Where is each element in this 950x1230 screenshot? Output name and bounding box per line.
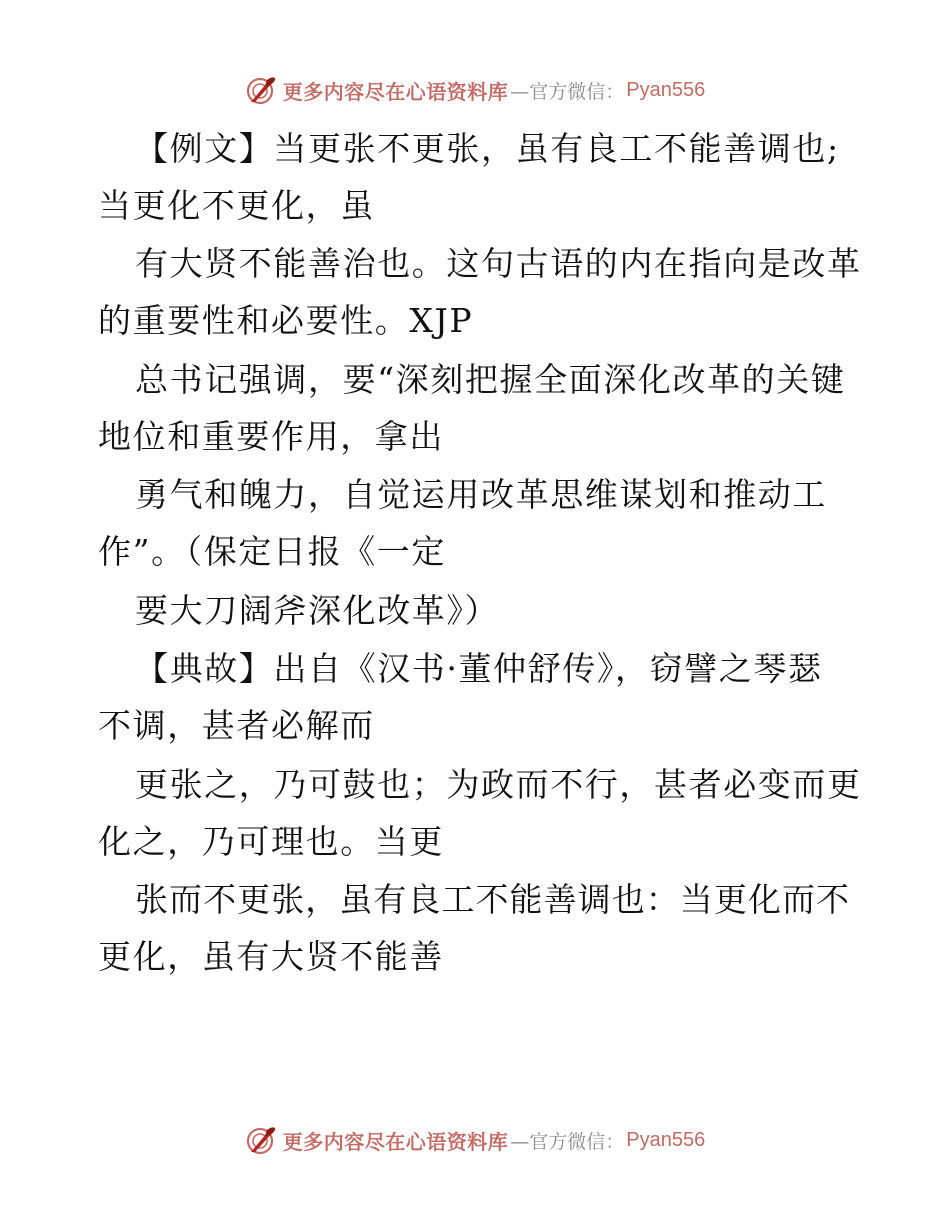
header-promo-text: 更多内容尽在心语资料库 xyxy=(282,79,509,104)
body-line-12: 更张之，乃可鼓也；为政而不行，甚者必变而更 xyxy=(135,765,862,804)
body-line-1: 【例文】当更张不更张，虽有良工不能善调也; xyxy=(135,129,840,168)
header-banner xyxy=(0,70,950,110)
body-line-5: 总书记强调，要“深刻把握全面深化改革的关键 xyxy=(135,360,846,399)
header-wechat-id: Pyan556 xyxy=(626,78,706,101)
quill-logo-icon xyxy=(245,74,277,106)
body-line-3: 有大贤不能善治也。这句古语的内在指向是改革 xyxy=(135,244,862,283)
body-line-9: 要大刀阔斧深化改革》） xyxy=(135,591,500,630)
body-line-2: 当更化不更化，虽 xyxy=(98,186,375,225)
body-line-4: 的重要性和必要性。XJP xyxy=(98,301,474,340)
body-line-14: 张而不更张，虽有良工不能善调也：当更化而不 xyxy=(135,880,851,919)
body-line-13: 化之，乃可理也。当更 xyxy=(98,822,444,861)
body-line-7: 勇气和魄力，自觉运用改革思维谋划和推动工 xyxy=(135,475,827,514)
footer-wechat-id: Pyan556 xyxy=(626,1128,706,1151)
body-line-6: 地位和重要作用，拿出 xyxy=(98,417,444,456)
body-line-15: 更化，虽有大贤不能善 xyxy=(98,937,444,976)
header-separator-text: —官方微信： xyxy=(510,80,625,103)
body-line-8: 作”。（保定日报《一定 xyxy=(98,532,446,571)
footer-separator-text: —官方微信： xyxy=(510,1130,625,1153)
footer-promo-text: 更多内容尽在心语资料库 xyxy=(282,1129,509,1154)
footer-banner xyxy=(0,1120,950,1160)
quill-logo-icon xyxy=(245,1124,277,1156)
body-line-10: 【典故】出自《汉书·董仲舒传》，窃譬之琴瑟 xyxy=(135,649,823,688)
body-line-11: 不调，甚者必解而 xyxy=(98,706,375,745)
